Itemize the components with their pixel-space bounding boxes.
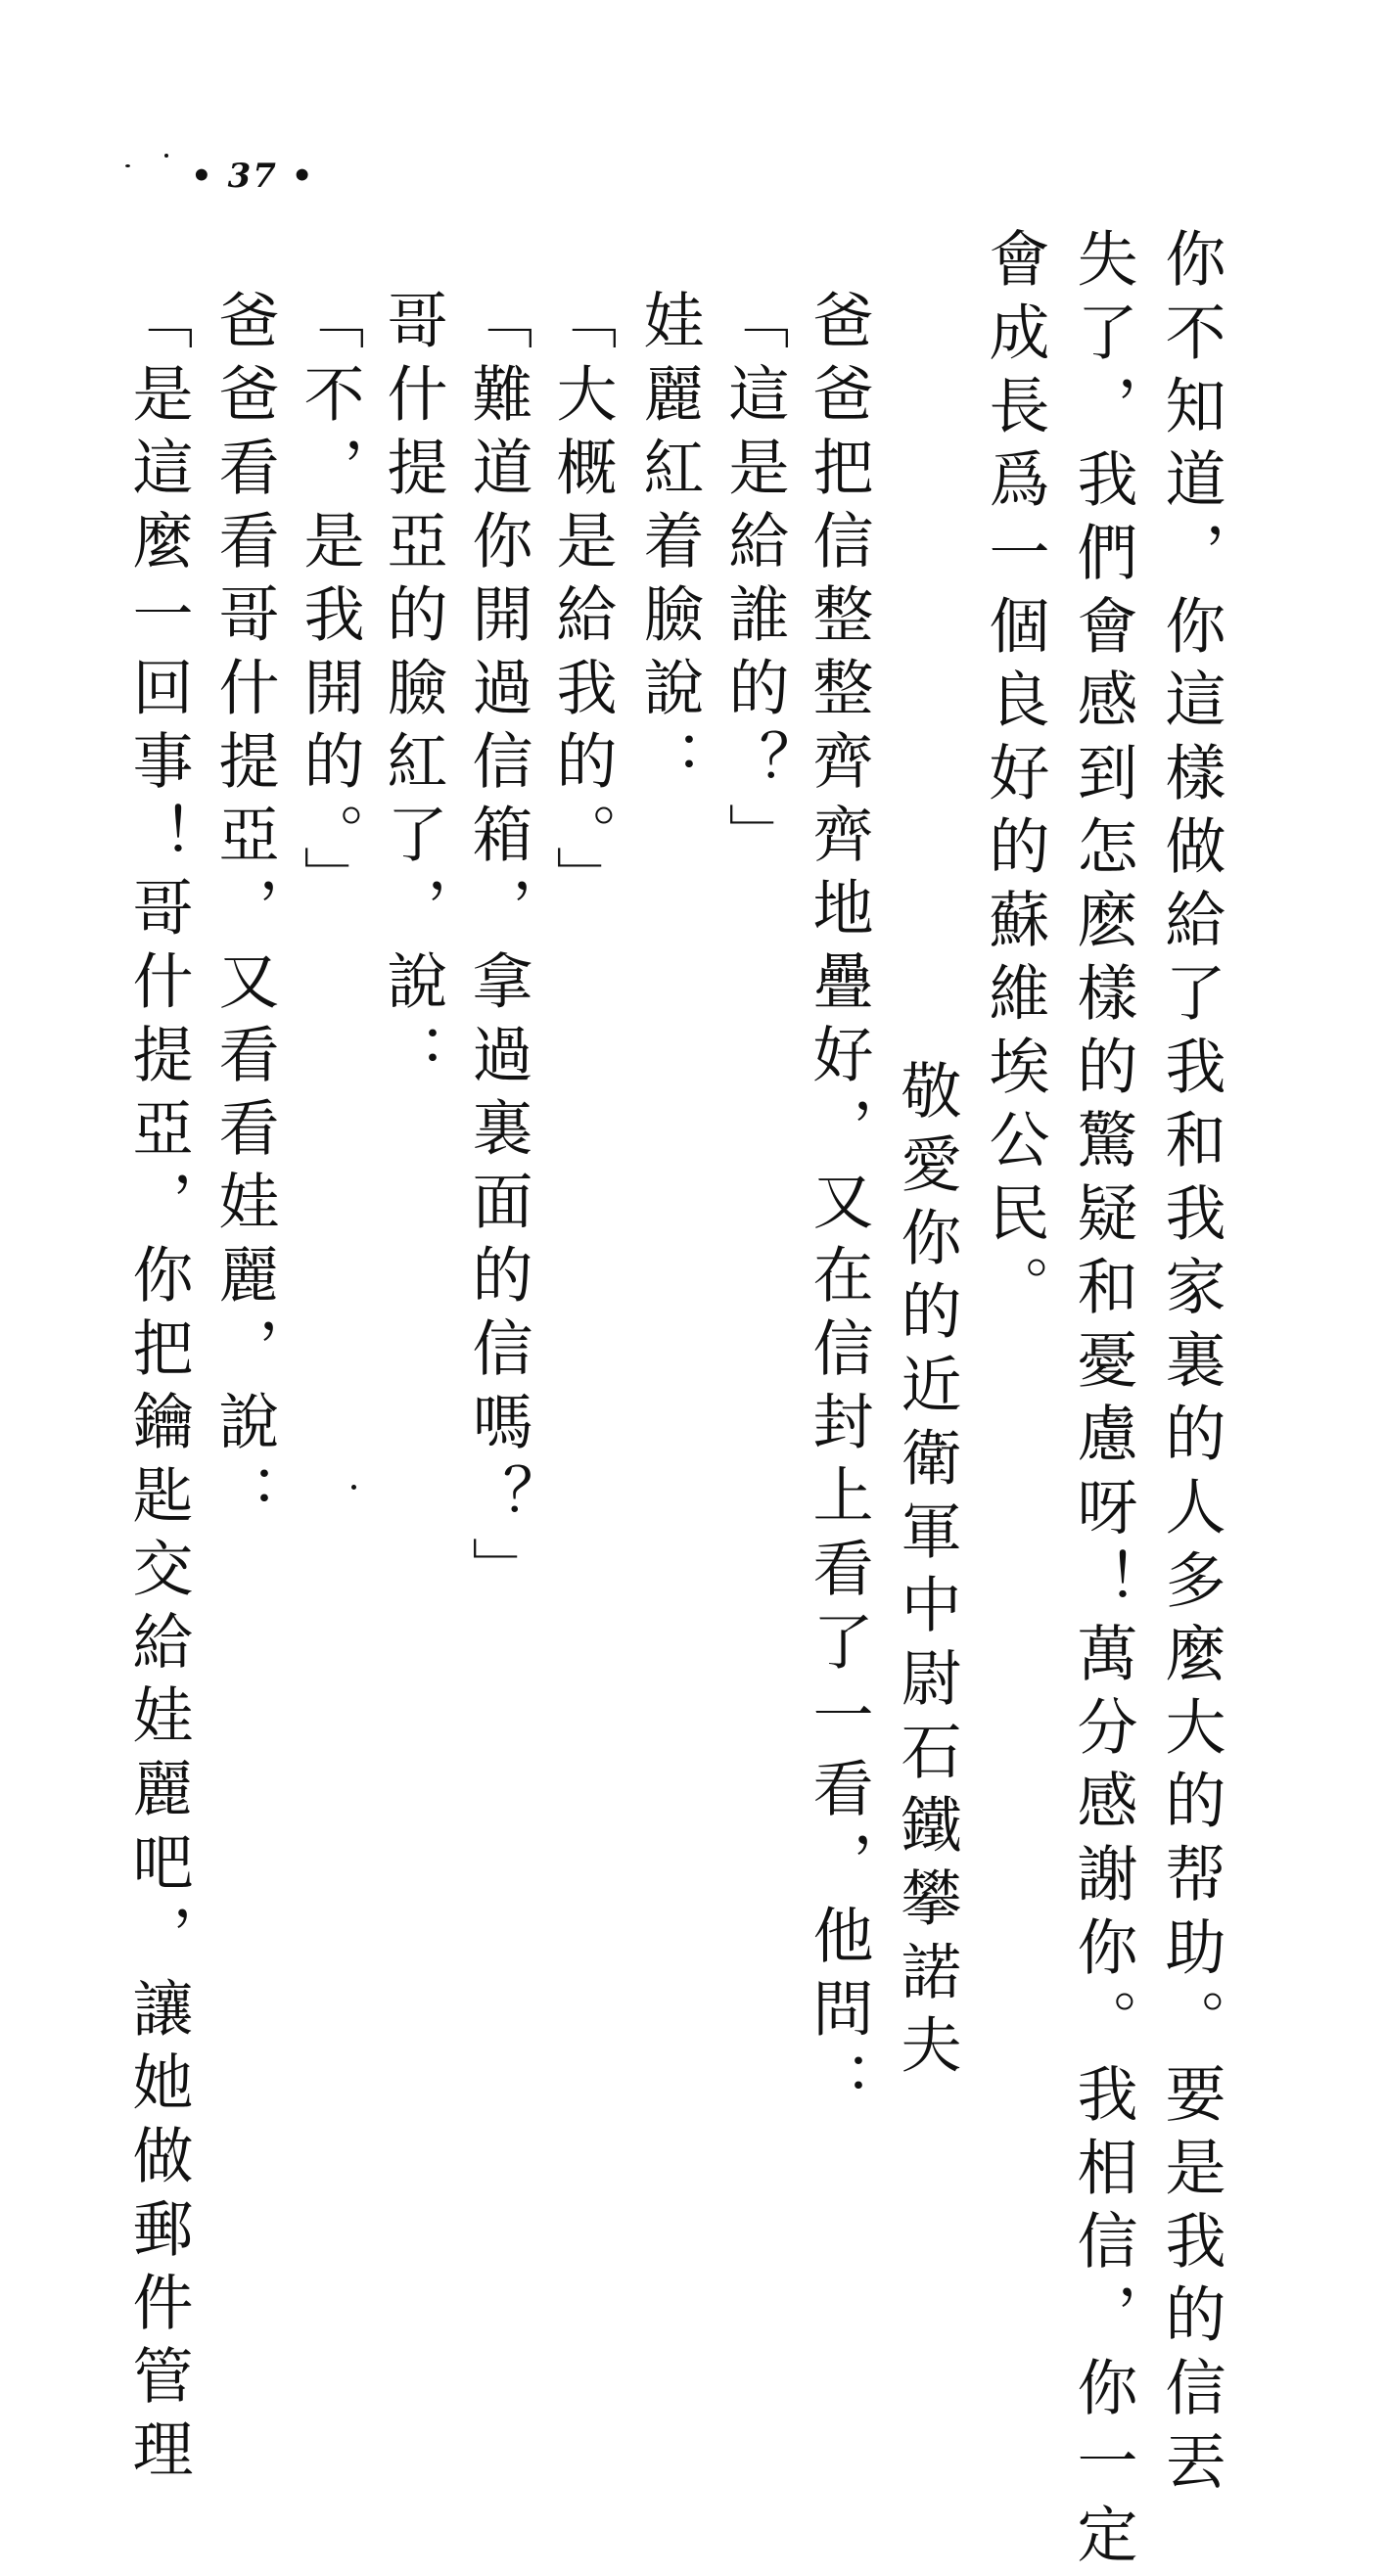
signature-line: 敬愛你的近衛軍中尉石鐵攀諾夫 — [891, 1059, 962, 2087]
dialogue-line: 「不，是我開的。」 — [294, 289, 365, 919]
dialogue-line: 「大概是給我的。」 — [546, 289, 618, 919]
text-column: 哥什提亞的臉紅了，說： — [377, 289, 448, 1096]
dialogue-line: 「這是給誰的？」 — [718, 289, 790, 876]
print-speck — [351, 1485, 356, 1490]
text-column: 失了，我們會感到怎麽樣的驚疑和憂慮呀！萬分感謝你。我相信，你一定 — [1067, 227, 1138, 2576]
dialogue-line: 「難道你開過信箱，拿過裏面的信嗎？」 — [462, 289, 533, 1610]
page-number: • 37 • — [191, 157, 315, 196]
text-column: 會成長爲一個良好的蘇維埃公民。 — [979, 227, 1050, 1328]
text-column: 爸爸看看哥什提亞，又看看娃麗，說： — [208, 289, 280, 1537]
print-speck — [125, 164, 130, 167]
text-column: 你不知道，你這樣做給了我和我家裏的人多麼大的帮助。要是我的信丟 — [1155, 227, 1226, 2503]
text-column: 娃麗紅着臉說： — [633, 289, 705, 803]
dialogue-line: 「是這麼一回事！哥什提亞，你把鑰匙交給娃麗吧，讓她做郵件管理 — [122, 289, 194, 2491]
print-speck — [164, 154, 168, 158]
text-column: 爸爸把信整整齊齊地疊好，又在信封上看了一看，他問： — [803, 289, 874, 2124]
